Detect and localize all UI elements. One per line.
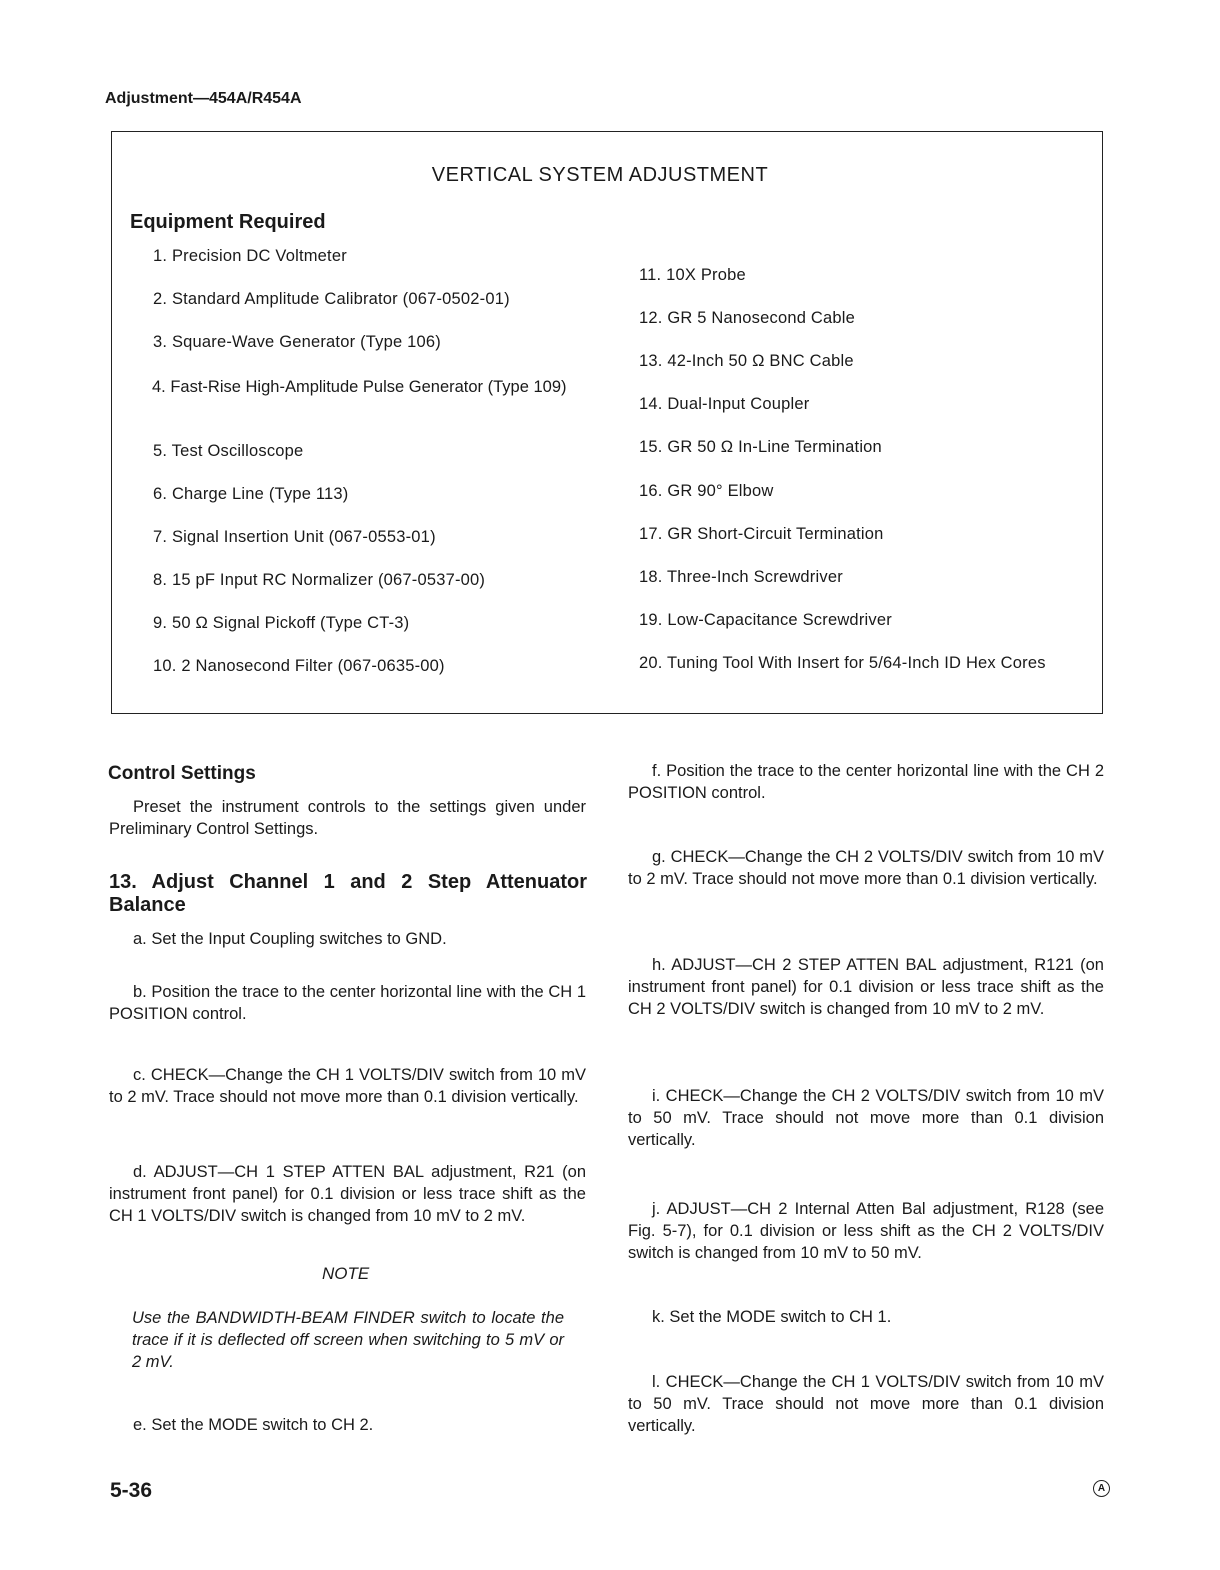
step-f: f. Position the trace to the center horizontal line with the CH 2 POSITION control. — [628, 762, 1104, 802]
equipment-heading: Equipment Required — [130, 211, 326, 233]
equipment-item: 2. Standard Amplitude Calibrator (067-0502-01) — [153, 290, 510, 308]
step-c: c. CHECK—Change the CH 1 VOLTS/DIV switch from 10 mV to 2 mV. Trace should not move more than 0.1 division vertically. — [109, 1066, 586, 1106]
equipment-item: 18. Three-Inch Screwdriver — [639, 568, 843, 586]
equipment-item: 7. Signal Insertion Unit (067-0553-01) — [153, 528, 436, 546]
step-b: b. Position the trace to the center horizontal line with the CH 1 POSITION control. — [109, 983, 586, 1023]
equipment-item: 11. 10X Probe — [639, 266, 746, 284]
equipment-item: 12. GR 5 Nanosecond Cable — [639, 309, 855, 327]
equipment-item: 19. Low-Capacitance Screwdriver — [639, 611, 892, 629]
control-settings-text: Preset the instrument controls to the settings given under Preliminary Control Settings. — [109, 798, 586, 838]
equipment-item: 6. Charge Line (Type 113) — [153, 485, 349, 503]
equipment-item: 3. Square-Wave Generator (Type 106) — [153, 333, 441, 351]
step-j: j. ADJUST—CH 2 Internal Atten Bal adjustment, R128 (see Fig. 5-7), for 0.1 division or less shift as the CH 2 VOLTS/DIV switch is changed from 10 mV to 50 mV. — [628, 1200, 1104, 1262]
page-number: 5-36 — [110, 1479, 153, 1502]
step-h: h. ADJUST—CH 2 STEP ATTEN BAL adjustment, R121 (on instrument front panel) for 0.1 division or less trace shift as the CH 2 VOLTS/DIV switch is changed from 10 mV to 2 mV. — [628, 956, 1104, 1018]
revision-mark: A — [1093, 1480, 1110, 1497]
step-k: k. Set the MODE switch to CH 1. — [652, 1308, 892, 1326]
step-g: g. CHECK—Change the CH 2 VOLTS/DIV switch from 10 mV to 2 mV. Trace should not move more than 0.1 division vertically. — [628, 848, 1104, 888]
step-heading: 13. Adjust Channel 1 and 2 Step Attenuator Balance — [109, 871, 587, 916]
control-settings-heading: Control Settings — [108, 763, 256, 784]
step-d: d. ADJUST—CH 1 STEP ATTEN BAL adjustment, R21 (on instrument front panel) for 0.1 division or less trace shift as the CH 1 VOLTS/DIV switch is changed from 10 mV to 2 mV. — [109, 1163, 586, 1225]
equipment-item: 5. Test Oscilloscope — [153, 442, 304, 460]
equipment-item: 4. Fast-Rise High-Amplitude Pulse Generator (Type 109) — [152, 378, 567, 396]
equipment-item: 10. 2 Nanosecond Filter (067-0635-00) — [153, 657, 445, 675]
equipment-item: 8. 15 pF Input RC Normalizer (067-0537-00) — [153, 571, 486, 589]
equipment-item: 9. 50 Ω Signal Pickoff (Type CT-3) — [153, 614, 410, 632]
step-l: l. CHECK—Change the CH 1 VOLTS/DIV switch from 10 mV to 50 mV. Trace should not move more than 0.1 division vertically. — [628, 1373, 1104, 1435]
step-e: e. Set the MODE switch to CH 2. — [133, 1416, 374, 1434]
section-title: VERTICAL SYSTEM ADJUSTMENT — [431, 164, 769, 186]
equipment-item: 20. Tuning Tool With Insert for 5/64-Inch ID Hex Cores — [639, 654, 1046, 672]
note-body: Use the BANDWIDTH-BEAM FINDER switch to locate the trace if it is deflected off screen when switching to 5 mV or 2 mV. — [132, 1309, 564, 1371]
equipment-item: 13. 42-Inch 50 Ω BNC Cable — [639, 352, 854, 370]
equipment-item: 17. GR Short-Circuit Termination — [639, 525, 884, 543]
equipment-item: 16. GR 90° Elbow — [639, 482, 774, 500]
equipment-item: 1. Precision DC Voltmeter — [153, 247, 347, 265]
note-title: NOTE — [322, 1264, 370, 1283]
step-i: i. CHECK—Change the CH 2 VOLTS/DIV switch from 10 mV to 50 mV. Trace should not move more than 0.1 division vertically. — [628, 1087, 1104, 1149]
equipment-item: 14. Dual-Input Coupler — [639, 395, 810, 413]
equipment-item: 15. GR 50 Ω In-Line Termination — [639, 438, 882, 456]
running-header: Adjustment—454A/R454A — [105, 90, 302, 107]
step-a: a. Set the Input Coupling switches to GND. — [133, 930, 447, 948]
